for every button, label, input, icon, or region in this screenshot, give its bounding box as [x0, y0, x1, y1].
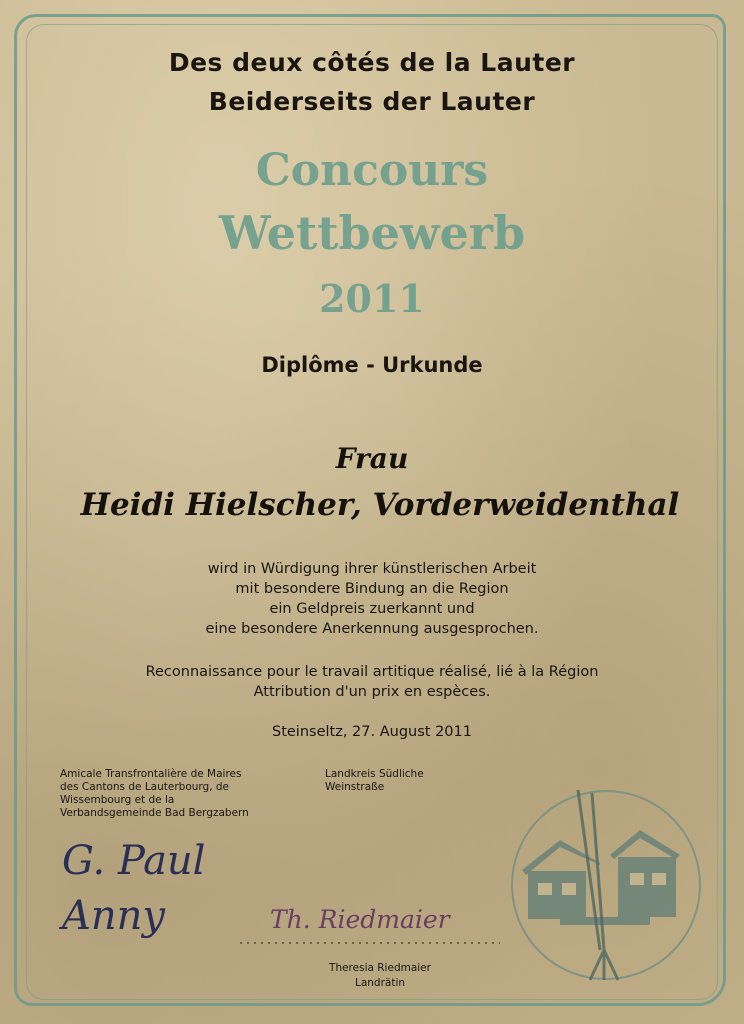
body-line: mit besondere Bindung an die Region: [235, 581, 509, 597]
recipient-salutation: Frau: [335, 442, 409, 475]
competition-title-de: Wettbewerb: [218, 206, 526, 260]
signature-dotted-line: [240, 940, 500, 946]
signature-riedmaier: Th. Riedmaier: [270, 905, 450, 934]
signature-paul: G. Paul: [62, 838, 206, 884]
issuer-left: [60, 768, 300, 820]
signatory-name: Theresia Riedmaier: [329, 962, 431, 974]
signatory-title: Landrätin: [354, 977, 406, 989]
body-line: eine besondere Anerkennung ausgesprochen.: [205, 621, 539, 637]
body-text-fr: [0, 662, 744, 702]
body-line: Attribution d'un prix en espèces.: [253, 684, 491, 700]
official-seal-icon: [500, 785, 712, 985]
issuer-line: Weinstraße: [325, 781, 385, 793]
place-date: Steinseltz, 27. August 2011: [272, 724, 472, 740]
body-line: Reconnaissance pour le travail artitique réalisé, lié à la Région: [145, 664, 599, 680]
issuer-line: Amicale Transfrontalière de Maires: [60, 768, 242, 780]
body-text-de: [0, 559, 744, 639]
competition-title-fr: Concours: [255, 145, 489, 196]
competition-year: 2011: [319, 276, 425, 321]
header-line-fr: Des deux côtés de la Lauter: [168, 48, 576, 77]
issuer-line: Landkreis Südliche: [325, 768, 424, 780]
issuer-line: Wissembourg et de la: [60, 794, 175, 806]
issuer-right: [325, 768, 485, 794]
header-line-de: Beiderseits der Lauter: [208, 87, 536, 116]
recipient-name: Heidi Hielscher, Vorderweidenthal: [80, 487, 680, 523]
issuer-line: des Cantons de Lauterbourg, de: [60, 781, 229, 793]
body-line: wird in Würdigung ihrer künstlerischen Arbeit: [207, 561, 537, 577]
body-line: ein Geldpreis zuerkannt und: [269, 601, 475, 617]
diploma-label: Diplôme - Urkunde: [261, 353, 483, 377]
signature-left-2: Anny: [62, 893, 166, 939]
issuer-line: Verbandsgemeinde Bad Bergzabern: [60, 807, 249, 819]
